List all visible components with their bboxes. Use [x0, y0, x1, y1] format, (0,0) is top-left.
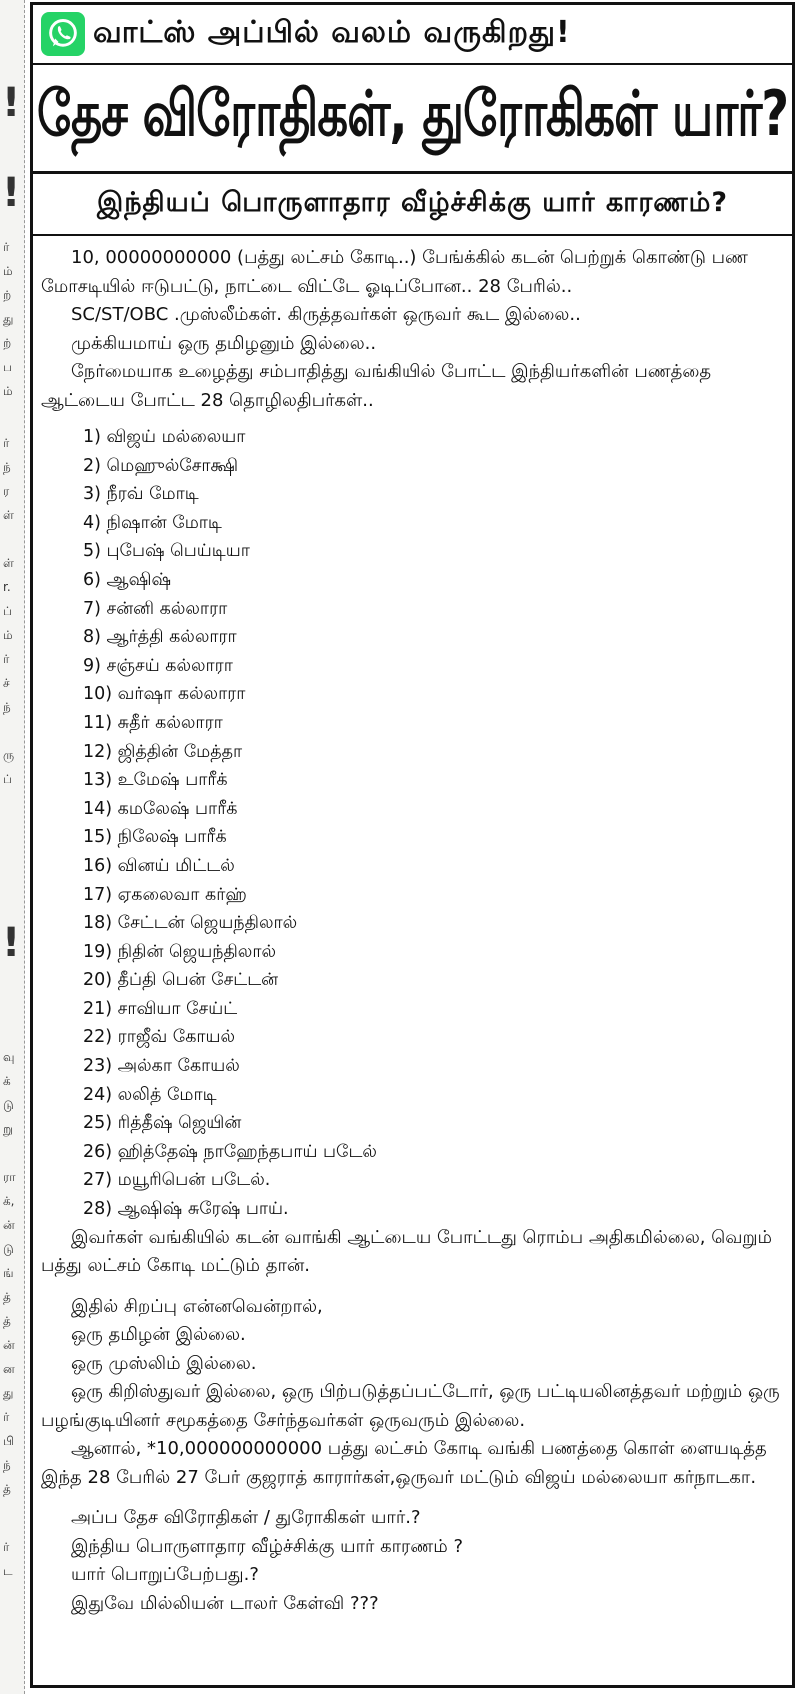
list-item: 7) சன்னி கல்லாரா — [83, 598, 228, 619]
side-fragment: த் — [3, 1314, 11, 1328]
side-fragment: து — [3, 1386, 14, 1400]
list-item: 12) ஜித்தின் மேத்தா — [83, 741, 243, 762]
question-line: இதுவே மில்லியன் டாலர் கேள்வி ??? — [71, 1592, 379, 1614]
intro-line: SC/ST/OBC .முஸ்லீம்கள். கிருத்தவர்கள் ஒருவர் கூட இல்லை.. — [71, 304, 581, 325]
side-fragment: று — [3, 1122, 14, 1136]
question-line: இந்திய பொருளாதார வீழ்ச்சிக்கு யார் காரணம் ? — [71, 1535, 463, 1557]
list-item: 10) வர்ஷா கல்லாரா — [83, 684, 246, 705]
article-box — [30, 2, 795, 1688]
list-item: 8) ஆர்த்தி கல்லாரா — [83, 627, 237, 648]
side-fragment: ! — [2, 170, 21, 216]
side-fragment: ற் — [3, 288, 12, 302]
side-fragment: ன் — [3, 1338, 15, 1352]
special-line: ஒரு தமிழன் இல்லை. — [71, 1324, 246, 1346]
adjacent-column-fragment — [0, 0, 25, 1694]
side-fragment: ர — [3, 484, 10, 498]
side-fragment: ர் — [3, 652, 10, 666]
whatsapp-label: வாட்ஸ் அப்பில் வலம் வருகிறது! — [93, 14, 571, 50]
side-fragment: ன — [3, 1362, 15, 1376]
headline-box — [33, 65, 792, 174]
list-item: 24) லலித் மோடி — [83, 1084, 217, 1105]
intro-paragraph: 10, 00000000000 (பத்து லட்சம் கோடி..) பேங்க்கில் கடன் பெற்றுக் கொண்டு பண மோசடியில் ஈடுபட்டு, நாட்டை விட்டே ஓடிப்போன.. 28 பேரில்.. — [41, 247, 748, 297]
side-fragment: து — [3, 312, 14, 326]
list-item: 20) தீப்தி பென் சேட்டன் — [83, 970, 279, 991]
list-item: 28) ஆஷிஷ் சுரேஷ் பாய். — [83, 1199, 289, 1220]
list-item: 18) சேட்டன் ஜெயந்திலால் — [83, 913, 298, 934]
special-paragraph: ஆனால், *10,000000000000 பத்து லட்சம் கோடி வங்கி பணத்தை கொள் ளையடித்த இந்த 28 பேரில் 27 பேர் குஜராத் காரார்கள்,ஒருவர் மட்டும் விஜய் மல்லையா கர்நாடகா. — [41, 1438, 767, 1488]
list-item: 23) அல்கா கோயல் — [83, 1056, 240, 1077]
intro-line: முக்கியமாய் ஒரு தமிழனும் இல்லை.. — [71, 332, 377, 354]
side-fragment: பி — [3, 1434, 14, 1448]
side-fragment: ர் — [3, 240, 10, 254]
list-item: 13) உமேஷ் பாரீக் — [83, 770, 228, 791]
whatsapp-banner — [33, 5, 792, 65]
list-item: 15) நிலேஷ் பாரீக் — [83, 827, 227, 848]
list-item: 2) மெஹுல்சோக்ஷி — [83, 455, 239, 476]
list-item: 4) நிஷான் மோடி — [83, 512, 222, 533]
after-list-paragraph: இவர்கள் வங்கியில் கடன் வாங்கி ஆட்டைய போட்டது ரொம்ப அதிகமில்லை, வெறும் பத்து லட்சம் கோடி மட்டும் தான். — [41, 1226, 772, 1277]
list-item: 9) சஞ்சய் கல்லாரா — [83, 655, 233, 676]
list-item: 14) கமலேஷ் பாரீக் — [83, 798, 238, 819]
special-line: ஒரு முஸ்லிம் இல்லை. — [71, 1352, 257, 1374]
side-fragment: த் — [3, 1290, 11, 1304]
side-fragment: ரு — [3, 748, 15, 762]
list-item: 21) சாவியா சேய்ட் — [83, 998, 238, 1019]
whatsapp-icon — [41, 12, 85, 56]
side-fragment: ப் — [3, 604, 12, 618]
side-fragment: க், — [3, 1194, 15, 1208]
question-line: யார் பொறுப்பேற்பது.? — [71, 1564, 259, 1586]
side-fragment: க் — [3, 1074, 11, 1088]
side-fragment: ர் — [3, 1540, 10, 1554]
side-fragment: ப — [3, 360, 12, 374]
side-fragment: வு — [3, 1050, 15, 1064]
list-item: 19) நிதின் ஜெயந்திலால் — [83, 941, 277, 962]
side-fragment: r. — [3, 580, 11, 594]
question-line: அப்ப தேச விரோதிகள் / துரோகிகள் யார்.? — [71, 1507, 421, 1529]
side-fragment: ச் — [3, 676, 10, 690]
side-fragment: ள் — [3, 556, 14, 570]
side-fragment: ந் — [3, 700, 11, 714]
intro-paragraph: நேர்மையாக உழைத்து சம்பாதித்து வங்கியில் போட்ட இந்தியர்களின் பணத்தை ஆட்டைய போட்ட 28 தொழிலதிபர்கள்.. — [41, 361, 712, 411]
side-fragment: த் — [3, 1482, 11, 1496]
side-fragment: ! — [2, 920, 21, 966]
side-fragment: டு — [3, 1098, 14, 1112]
list-item: 27) மயூரிபென் படேல். — [83, 1170, 271, 1191]
subheadline: இந்தியப் பொருளாதார வீழ்ச்சிக்கு யார் காரணம்? — [96, 186, 729, 218]
side-fragment: டு — [3, 1242, 14, 1256]
list-item: 22) ராஜீவ் கோயல் — [83, 1027, 236, 1048]
side-fragment: ட — [3, 1564, 13, 1578]
side-fragment: ம் — [3, 628, 13, 642]
list-item: 3) நீரவ் மோடி — [83, 484, 199, 505]
side-fragment: ற் — [3, 336, 12, 350]
defaulter-list — [41, 423, 782, 1224]
list-item: 11) சுதீர் கல்லாரா — [83, 712, 223, 733]
side-fragment: ர் — [3, 1410, 10, 1424]
headline: தேச விரோதிகள், துரோகிகள் யார்? — [36, 77, 789, 151]
list-item: 25) ரித்தீஷ் ஜெயின் — [83, 1113, 242, 1134]
side-fragment: ம் — [3, 264, 13, 278]
side-fragment: ம் — [3, 384, 13, 398]
list-item: 6) ஆஷிஷ் — [83, 569, 172, 590]
side-fragment: ந் — [3, 1458, 11, 1472]
article-body — [33, 236, 792, 1618]
side-fragment: ன் — [3, 1218, 15, 1232]
list-item: 5) புபேஷ் பெய்டியா — [83, 541, 250, 562]
side-fragment: ந் — [3, 460, 11, 474]
list-item: 1) விஜய் மல்லையா — [83, 427, 246, 447]
side-fragment: ங் — [3, 1266, 14, 1280]
side-fragment: ரா — [3, 1170, 16, 1184]
side-fragment: ப் — [3, 772, 12, 786]
special-line: இதில் சிறப்பு என்னவென்றால், — [71, 1295, 323, 1317]
subheadline-box — [33, 174, 792, 236]
list-item: 17) ஏகலைவா கர்ஹ் — [83, 884, 247, 905]
special-paragraph: ஒரு கிறிஸ்துவர் இல்லை, ஒரு பிற்படுத்தப்பட்டோர், ஒரு பட்டியலினத்தவர் மற்றும் ஒரு பழங்குடியினர் சமூகத்தை சேர்ந்தவர்கள் ஒருவரும் இல்லை. — [41, 1381, 780, 1431]
side-fragment: ள் — [3, 508, 14, 522]
list-item: 16) வினய் மிட்டல் — [83, 855, 235, 876]
list-item: 26) ஹித்தேஷ் நாஹேந்தபாய் படேல் — [83, 1141, 377, 1162]
side-fragment: ர் — [3, 436, 10, 450]
side-fragment: ! — [2, 80, 21, 126]
